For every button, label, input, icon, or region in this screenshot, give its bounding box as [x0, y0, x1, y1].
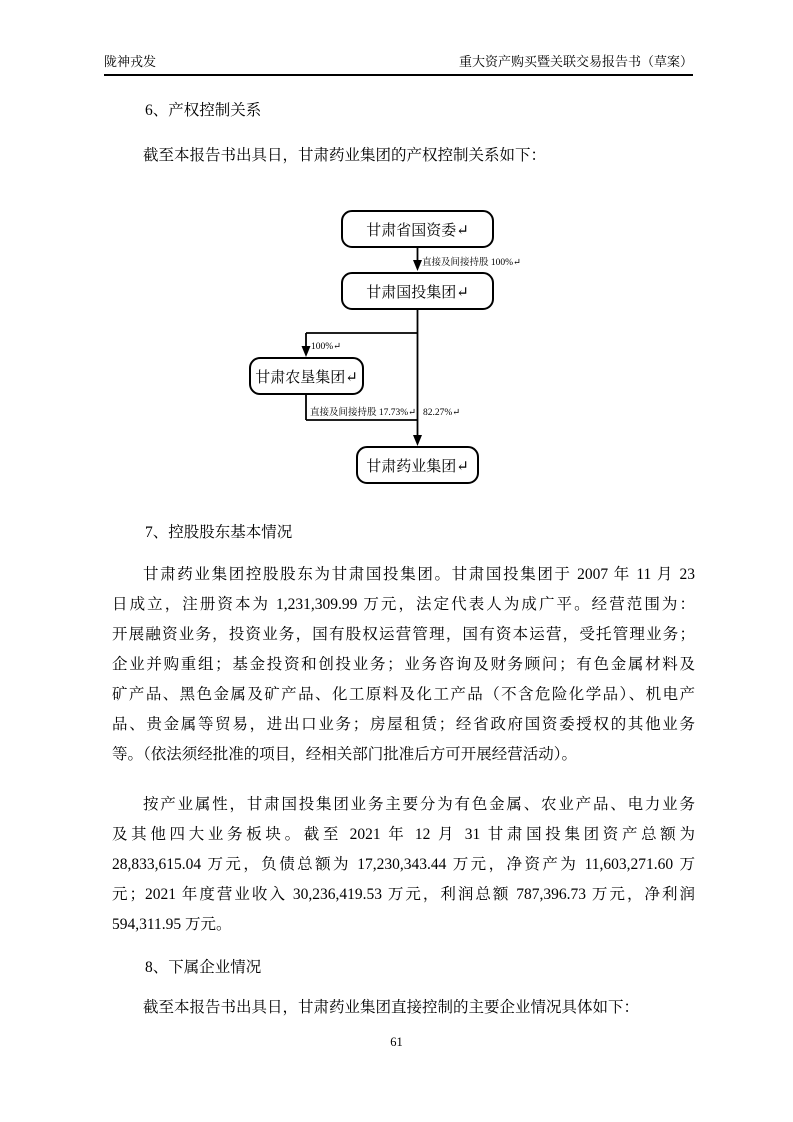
text-line: 28,833,615.04 万元，负债总额为 17,230,343.44 万元，净资产为 11,603,271.60 万: [112, 856, 695, 873]
text-line: 开展融资业务，投资业务，国有股权运营管理，国有资本运营，受托管理业务；: [112, 626, 695, 643]
section-7-paragraph-1: [112, 560, 695, 770]
header-right-title: 重大资产购买暨关联交易报告书（草案）: [458, 54, 693, 69]
text-line: 元；2021 年度营业收入 30,236,419.53 万元，利润总额 787,396.73 万元，净利润: [112, 886, 695, 903]
text-line: 按产业属性，甘肃国投集团业务主要分为有色金属、农业产品、电力业务: [143, 796, 695, 813]
text-line: 企业并购重组；基金投资和创投业务；业务咨询及财务顾问；有色金属材料及: [112, 656, 695, 673]
ownership-structure-diagram: [230, 198, 570, 498]
edge-label-100: 100%↵: [311, 342, 342, 352]
node-label-yaoye: 甘肃药业集团↵: [366, 459, 469, 475]
edge-label-direct-indirect-1773: 直接及间接持股 17.73%↵: [310, 408, 417, 418]
section-8-heading: 8、下属企业情况: [145, 959, 262, 976]
arrowhead-icon-nongken: [302, 346, 311, 357]
section-8-intro: 截至本报告书出具日，甘肃药业集团直接控制的主要企业情况具体如下：: [143, 999, 640, 1016]
text-line: 及其他四大业务板块。截至 2021 年 12 月 31 甘肃国投集团资产总额为: [112, 826, 695, 843]
text-line: 594,311.95 万元。: [112, 916, 232, 933]
node-label-sasac: 甘肃省国资委↵: [366, 223, 469, 239]
header-divider: [104, 74, 693, 76]
edge-label-direct-indirect-100: 直接及间接持股 100%↵: [422, 258, 521, 268]
node-label-guotou: 甘肃国投集团↵: [366, 285, 469, 301]
arrowhead-icon-guotou: [413, 260, 422, 271]
section-6-heading: 6、产权控制关系: [145, 102, 262, 119]
section-6-intro: 截至本报告书出具日，甘肃药业集团的产权控制关系如下：: [143, 147, 547, 164]
text-line: 日成立，注册资本为 1,231,309.99 万元，法定代表人为成广平。经营范围为：: [112, 596, 695, 613]
text-line: 矿产品、黑色金属及矿产品、化工原料及化工产品（不含危险化学品）、机电产: [112, 686, 695, 703]
page-header: [104, 53, 693, 71]
node-label-nongken: 甘肃农垦集团↵: [255, 370, 358, 386]
edge-label-8227: 82.27%↵: [423, 408, 461, 418]
text-line: 等。（依法须经批准的项目，经相关部门批准后方可开展经营活动）。: [112, 746, 578, 763]
page-number: 61: [390, 1035, 403, 1049]
section-7-paragraph-2: [112, 790, 695, 940]
section-7-heading: 7、控股股东基本情况: [145, 524, 293, 541]
arrowhead-icon-yaoye: [413, 435, 422, 446]
text-line: 品、贵金属等贸易，进出口业务；房屋租赁；经省政府国资委授权的其他业务: [112, 716, 695, 733]
header-left-title: 陇神戎发: [104, 54, 157, 69]
text-line: 甘肃药业集团控股股东为甘肃国投集团。甘肃国投集团于 2007 年 11 月 23: [143, 566, 695, 583]
